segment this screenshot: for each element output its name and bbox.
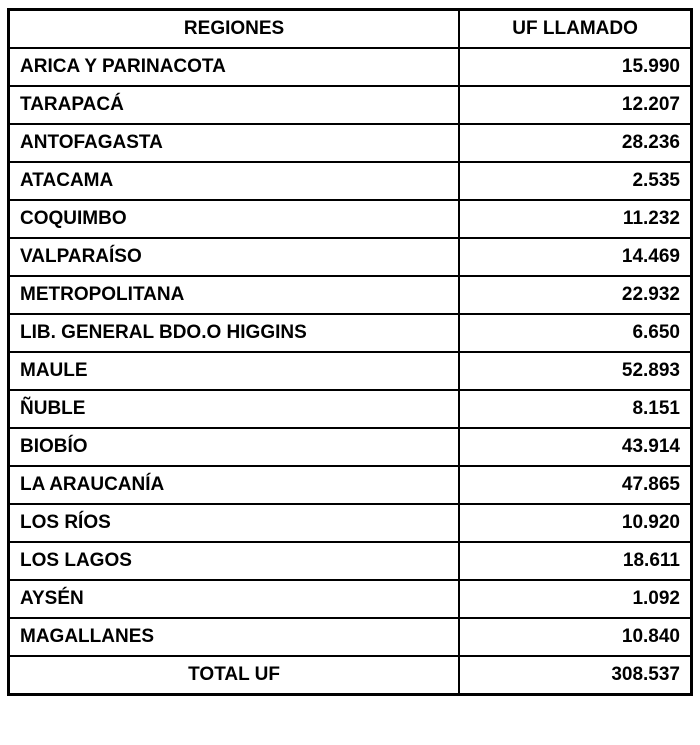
value-cell: 43.914 xyxy=(459,428,691,466)
value-cell: 2.535 xyxy=(459,162,691,200)
region-cell: LA ARAUCANÍA xyxy=(9,466,460,504)
header-uf-llamado: UF LLAMADO xyxy=(459,10,691,49)
region-cell: TARAPACÁ xyxy=(9,86,460,124)
region-cell: MAULE xyxy=(9,352,460,390)
table-row xyxy=(9,466,692,504)
value-cell: 12.207 xyxy=(459,86,691,124)
region-cell: LOS RÍOS xyxy=(9,504,460,542)
value-cell: 18.611 xyxy=(459,542,691,580)
region-cell: ÑUBLE xyxy=(9,390,460,428)
table-row xyxy=(9,162,692,200)
table-row xyxy=(9,542,692,580)
total-value: 308.537 xyxy=(459,656,691,695)
value-cell: 6.650 xyxy=(459,314,691,352)
table-row xyxy=(9,390,692,428)
value-cell: 11.232 xyxy=(459,200,691,238)
table-row xyxy=(9,200,692,238)
table-row xyxy=(9,504,692,542)
value-cell: 10.840 xyxy=(459,618,691,656)
region-cell: ANTOFAGASTA xyxy=(9,124,460,162)
header-regiones: REGIONES xyxy=(9,10,460,49)
region-cell: ARICA Y PARINACOTA xyxy=(9,48,460,86)
table-row xyxy=(9,276,692,314)
region-cell: ATACAMA xyxy=(9,162,460,200)
value-cell: 8.151 xyxy=(459,390,691,428)
table-row xyxy=(9,580,692,618)
table-body xyxy=(9,48,692,656)
table-row xyxy=(9,618,692,656)
header-row xyxy=(9,10,692,49)
table-row xyxy=(9,124,692,162)
value-cell: 28.236 xyxy=(459,124,691,162)
region-cell: COQUIMBO xyxy=(9,200,460,238)
table-row xyxy=(9,238,692,276)
value-cell: 47.865 xyxy=(459,466,691,504)
region-cell: LOS LAGOS xyxy=(9,542,460,580)
value-cell: 15.990 xyxy=(459,48,691,86)
region-cell: METROPOLITANA xyxy=(9,276,460,314)
value-cell: 10.920 xyxy=(459,504,691,542)
value-cell: 1.092 xyxy=(459,580,691,618)
region-cell: LIB. GENERAL BDO.O HIGGINS xyxy=(9,314,460,352)
total-row xyxy=(9,656,692,695)
value-cell: 14.469 xyxy=(459,238,691,276)
regions-uf-table xyxy=(7,8,693,696)
value-cell: 22.932 xyxy=(459,276,691,314)
table-row xyxy=(9,86,692,124)
table-row xyxy=(9,352,692,390)
total-label: TOTAL UF xyxy=(9,656,460,695)
region-cell: MAGALLANES xyxy=(9,618,460,656)
table-row xyxy=(9,48,692,86)
region-cell: BIOBÍO xyxy=(9,428,460,466)
region-cell: AYSÉN xyxy=(9,580,460,618)
value-cell: 52.893 xyxy=(459,352,691,390)
region-cell: VALPARAÍSO xyxy=(9,238,460,276)
table-row xyxy=(9,428,692,466)
table-row xyxy=(9,314,692,352)
